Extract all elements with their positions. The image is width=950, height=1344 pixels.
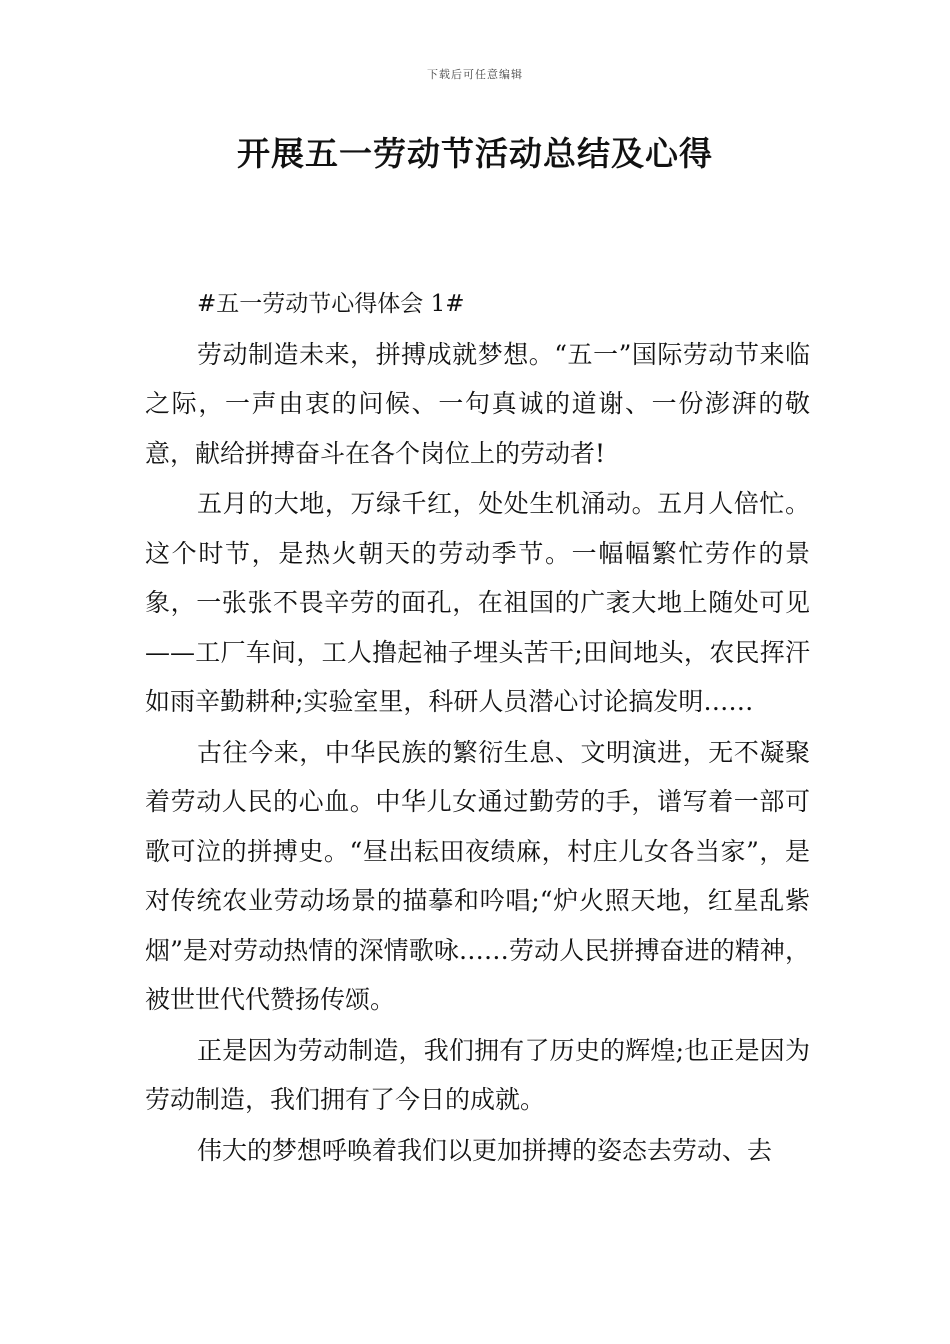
section-heading: #五一劳动节心得体会 1# xyxy=(197,291,465,317)
paragraph-4: 正是因为劳动制造，我们拥有了历史的辉煌;也正是因为劳动制造，我们拥有了今日的成就。 xyxy=(145,1035,810,1114)
document-title: 开展五一劳动节活动总结及心得 xyxy=(237,134,713,173)
paragraph-2: 五月的大地，万绿千红，处处生机涌动。五月人倍忙。这个时节，是热火朝天的劳动季节。一幅幅繁忙劳作的景象，一张张不畏辛劳的面孔，在祖国的广袤大地上随处可见——工厂车间，工人撸起袖子埋头苦干;田间地头，农民挥汗如雨辛勤耕种;实验室里，科研人员潜心讨论搞发明…… xyxy=(145,489,810,716)
header-note: 下载后可任意编辑 xyxy=(427,68,523,81)
paragraph-5: 伟大的梦想呼唤着我们以更加拼搏的姿态去劳动、去 xyxy=(197,1135,773,1165)
paragraph-3: 古往今来，中华民族的繁衍生息、文明演进，无不凝聚着劳动人民的心血。中华儿女通过勤劳的手，谱写着一部可歌可泣的拼搏史。“昼出耘田夜绩麻，村庄儿女各当家”，是对传统农业劳动场景的描摹和吟唱;“炉火照天地，红星乱紫烟”是对劳动热情的深情歌咏……劳动人民拼搏奋进的精神，被世世代代赞扬传颂。 xyxy=(145,737,810,1014)
document-body xyxy=(145,280,810,1175)
paragraph-1: 劳动制造未来，拼搏成就梦想。“五一”国际劳动节来临之际，一声由衷的问候、一句真诚的道谢、一份澎湃的敬意，献给拼搏奋斗在各个岗位上的劳动者! xyxy=(145,339,810,468)
